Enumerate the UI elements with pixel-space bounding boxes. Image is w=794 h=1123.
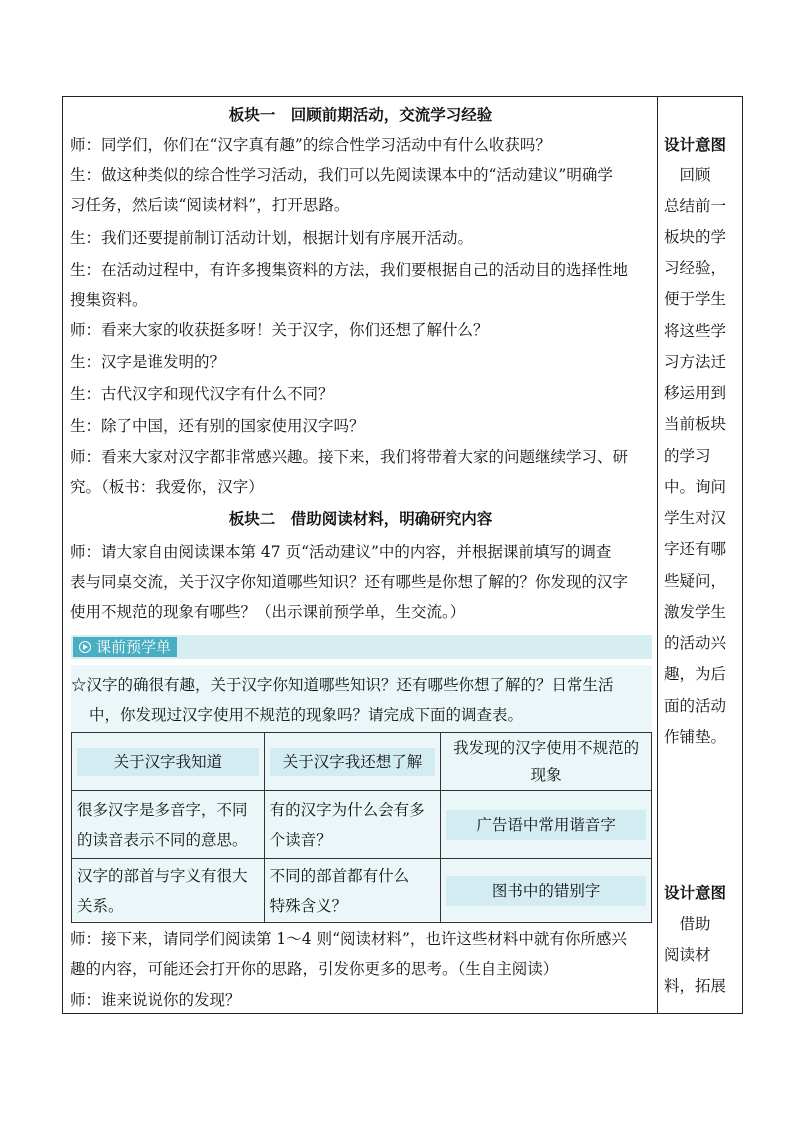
intent-line: 些疑问， bbox=[664, 572, 727, 590]
text-line: 生：做这种类似的综合性学习活动，我们可以先阅读课本中的“活动建议”明确学 bbox=[70, 166, 613, 184]
table-cell: 有的汉字为什么会有多 个读音？ bbox=[269, 800, 425, 849]
table-header-want: 关于汉字我还想了解 bbox=[270, 748, 436, 776]
intent-line: 趣，为后 bbox=[664, 665, 727, 683]
header-found-line2: 现象 bbox=[530, 765, 562, 784]
text-line: 生：在活动过程中，有许多搜集资料的方法，我们要根据自己的活动目的选择性地 bbox=[70, 261, 629, 279]
play-circle-icon bbox=[79, 641, 91, 653]
intent-line: 板块的学 bbox=[664, 228, 727, 246]
text-line: 师：同学们，你们在“汉字真有趣”的综合性学习活动中有什么收获吗？ bbox=[70, 136, 551, 154]
intent-line: 中。询问 bbox=[664, 478, 727, 496]
text-line: 师：接下来，请同学们阅读第 1～4 则“阅读材料”，也许这些材料中就有你所感兴 bbox=[70, 930, 627, 948]
text-line: 生：除了中国，还有别的国家使用汉字吗？ bbox=[70, 417, 365, 435]
intent-line: 将这些学 bbox=[664, 322, 727, 340]
table-cell: 汉字的部首与字义有很大 关系。 bbox=[77, 866, 248, 915]
intent-line: 阅读材 bbox=[664, 946, 711, 964]
section2-heading: 板块二 借助阅读材料，明确研究内容 bbox=[228, 509, 493, 528]
intent-line: 借助 bbox=[664, 915, 711, 933]
table-header-found bbox=[446, 735, 646, 789]
text-line: 表与同桌交流，关于汉字你知道哪些知识？还有哪些是你想了解的？你发现的汉字 bbox=[70, 573, 629, 591]
header-found-line1: 我发现的汉字使用不规范的 bbox=[453, 738, 640, 757]
intent-line: 移运用到 bbox=[664, 384, 727, 402]
text-line: 生：古代汉字和现代汉字有什么不同？ bbox=[70, 385, 334, 403]
intent-line: 激发学生 bbox=[664, 603, 727, 621]
text-line: 究。（板书：我爱你，汉字） bbox=[70, 478, 264, 496]
intent-line: 习经验， bbox=[664, 259, 727, 277]
table-header-know: 关于汉字我知道 bbox=[77, 748, 259, 776]
intent-line: 习方法迁 bbox=[664, 353, 727, 371]
table-cell: 不同的部首都有什么 特殊含义？ bbox=[269, 866, 410, 915]
text-line: 生：汉字是谁发明的？ bbox=[70, 353, 226, 371]
intent-line: 回顾 bbox=[664, 166, 711, 184]
text-line: 师：看来大家的收获挺多呀！关于汉字，你们还想了解什么？ bbox=[70, 321, 489, 339]
text-line: 生：我们还要提前制订活动计划，根据计划有序展开活动。 bbox=[70, 229, 474, 247]
section1-heading: 板块一 回顾前期活动，交流学习经验 bbox=[228, 105, 493, 124]
intent-line: 字还有哪 bbox=[664, 540, 727, 558]
table-cell: 很多汉字是多音字，不同 的读音表示不同的意思。 bbox=[77, 800, 248, 849]
task-line: ☆汉字的确很有趣，关于汉字你知道哪些知识？还有哪些你想了解的？日常生活 bbox=[71, 676, 614, 694]
text-line: 师：谁来说说你的发现？ bbox=[70, 991, 241, 1009]
design-intent-title: 设计意图 bbox=[664, 883, 727, 902]
text-line: 师：看来大家对汉字都非常感兴趣。接下来，我们将带着大家的问题继续学习、研 bbox=[70, 448, 629, 466]
text-line: 使用不规范的现象有哪些？（出示课前预学单，生交流。） bbox=[70, 603, 466, 621]
intent-line: 学生对汉 bbox=[664, 509, 727, 527]
text-line: 师：请大家自由阅读课本第 47 页“活动建议”中的内容，并根据课前填写的调查 bbox=[70, 543, 612, 561]
intent-line: 便于学生 bbox=[664, 290, 727, 308]
intent-line: 的学习 bbox=[664, 447, 711, 465]
text-line: 习任务，然后读“阅读材料”，打开思路。 bbox=[70, 196, 350, 214]
intent-line: 的活动兴 bbox=[664, 634, 727, 652]
intent-line: 料，拓展 bbox=[664, 977, 727, 995]
preview-label-text: 课前预学单 bbox=[96, 638, 172, 656]
text-line: 趣的内容，可能还会打开你的思路，引发你更多的思考。（生自主阅读） bbox=[70, 960, 559, 978]
intent-line: 面的活动 bbox=[664, 697, 727, 715]
task-line: 中，你发现过汉字使用不规范的现象吗？请完成下面的调查表。 bbox=[89, 706, 524, 724]
survey-table bbox=[71, 732, 652, 923]
lesson-plan-table bbox=[62, 96, 743, 1014]
preview-label bbox=[73, 637, 177, 657]
design-intent-title: 设计意图 bbox=[664, 135, 727, 154]
intent-line: 总结前一 bbox=[664, 197, 727, 215]
column-divider bbox=[657, 97, 658, 1013]
intent-line: 作铺垫。 bbox=[664, 728, 727, 746]
preview-header-bar bbox=[71, 635, 652, 659]
table-cell: 图书中的错别字 bbox=[446, 876, 646, 906]
table-cell: 广告语中常用谐音字 bbox=[446, 810, 646, 840]
text-line: 搜集资料。 bbox=[70, 291, 148, 309]
intent-line: 当前板块 bbox=[664, 415, 727, 433]
